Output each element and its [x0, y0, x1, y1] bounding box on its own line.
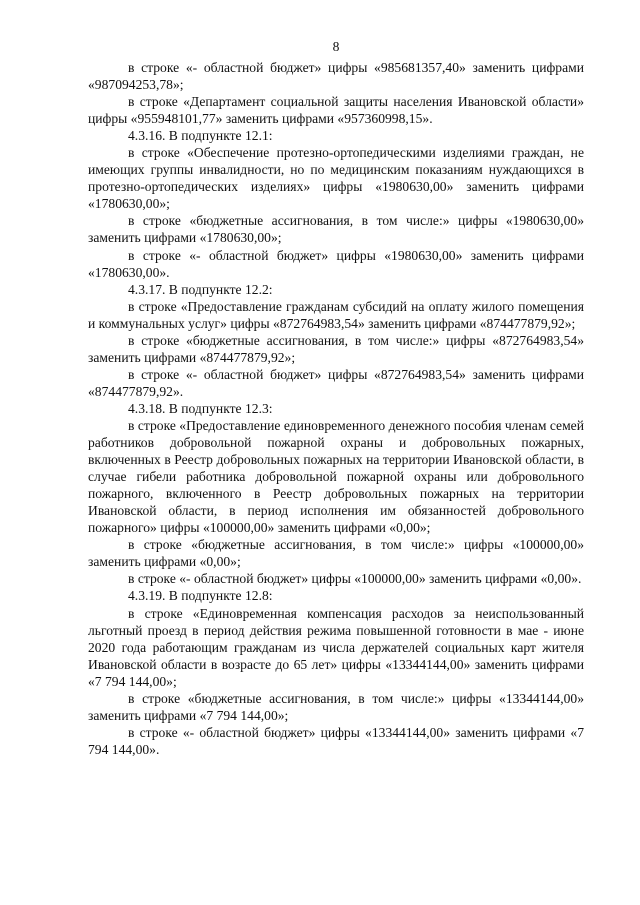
paragraph-11: в строке «- областной бюджет» цифры «100000,00» заменить цифрами «0,00». — [128, 571, 582, 587]
paragraph-8: в строке «- областной бюджет» цифры «872764983,54» заменить цифрами «874477879,92». — [88, 366, 584, 399]
paragraph-7: в строке «бюджетные ассигнования, в том числе:» цифры «872764983,54» заменить цифрами «874477879,92»; — [88, 332, 584, 365]
paragraph-1: в строке «- областной бюджет» цифры «985681357,40» заменить цифрами «987094253,78»; — [88, 60, 584, 93]
paragraph-14: в строке «- областной бюджет» цифры «13344144,00» заменить цифрами «7 794 144,00». — [88, 724, 584, 757]
paragraph-9: в строке «Предоставление единовременного денежного пособия членам семей работников добровольной пожарной охраны и добровольных пожарных, включенных в Реестр добровольных пожарных на территории Ивановской области, в случае гибели работника добровольной пожарной охраны или добровольного пожарного, включенного в Реестр добровольных пожарных на территории Ивановской области, в период исполнения им обязанностей добровольного пожарного» цифры «100000,00» заменить цифрами «0,00»; — [88, 417, 584, 536]
paragraph-10: в строке «бюджетные ассигнования, в том числе:» цифры «100000,00» заменить цифрами «0,00»; — [88, 537, 584, 570]
paragraph-4: в строке «бюджетные ассигнования, в том числе:» цифры «1980630,00» заменить цифрами «1780630,00»; — [88, 213, 584, 246]
page-number: 8 — [332, 39, 340, 54]
document-body — [88, 59, 584, 758]
paragraph-13: в строке «бюджетные ассигнования, в том числе:» цифры «13344144,00» заменить цифрами «7 794 144,00»; — [88, 690, 584, 723]
paragraph-2: в строке «Департамент социальной защиты населения Ивановской области» цифры «955948101,77» заменить цифрами «957360998,15». — [88, 94, 584, 127]
section-heading-4-3-17: 4.3.17. В подпункте 12.2: — [128, 281, 273, 297]
section-heading-4-3-16: 4.3.16. В подпункте 12.1: — [128, 128, 273, 144]
paragraph-3: в строке «Обеспечение протезно-ортопедическими изделиями граждан, не имеющих группы инвалидности, но по медицинским показаниям нуждающихся в протезно-ортопедических изделиях» цифры «1980630,00» заменить цифрами «1780630,00»; — [88, 145, 584, 212]
paragraph-6: в строке «Предоставление гражданам субсидий на оплату жилого помещения и коммунальных услуг» цифры «872764983,54» заменить цифрами «874477879,92»; — [88, 298, 584, 331]
section-heading-4-3-18: 4.3.18. В подпункте 12.3: — [128, 400, 273, 416]
paragraph-12: в строке «Единовременная компенсация расходов за неиспользованный льготный проезд в период действия режима повышенной готовности в мае - июне 2020 года работающим гражданам из числа держателей социальных карт жителя Ивановской области в возрасте до 65 лет» цифры «13344144,00» заменить цифрами «7 794 144,00»; — [88, 605, 584, 689]
paragraph-5: в строке «- областной бюджет» цифры «1980630,00» заменить цифрами «1780630,00». — [88, 247, 584, 280]
section-heading-4-3-19: 4.3.19. В подпункте 12.8: — [128, 588, 273, 604]
